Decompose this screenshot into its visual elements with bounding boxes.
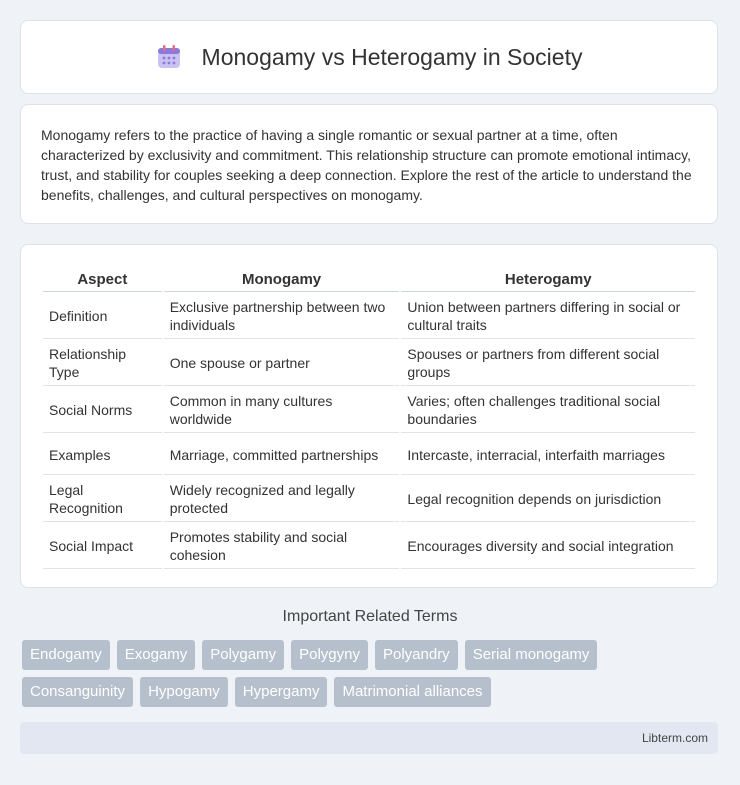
cell-monogamy: Common in many cultures worldwide — [164, 388, 400, 433]
cell-aspect: Examples — [43, 435, 162, 475]
related-terms-tags — [22, 640, 722, 714]
cell-aspect: Definition — [43, 294, 162, 339]
tag-hypogamy[interactable]: Hypogamy — [140, 677, 228, 707]
tag-hypergamy[interactable]: Hypergamy — [235, 677, 328, 707]
cell-heterogamy: Spouses or partners from different social groups — [401, 341, 695, 386]
table-row — [43, 477, 695, 522]
tag-matrimonial-alliances[interactable]: Matrimonial alliances — [334, 677, 490, 707]
cell-aspect: Social Impact — [43, 524, 162, 569]
cell-monogamy: Marriage, committed partnerships — [164, 435, 400, 475]
table-row — [43, 341, 695, 386]
cell-heterogamy: Union between partners differing in social or cultural traits — [401, 294, 695, 339]
cell-monogamy: Exclusive partnership between two individuals — [164, 294, 400, 339]
cell-heterogamy: Legal recognition depends on jurisdiction — [401, 477, 695, 522]
tag-endogamy[interactable]: Endogamy — [22, 640, 110, 670]
header-heterogamy: Heterogamy — [401, 267, 695, 292]
cell-monogamy: One spouse or partner — [164, 341, 400, 386]
tag-serial-monogamy[interactable]: Serial monogamy — [465, 640, 598, 670]
tag-consanguinity[interactable]: Consanguinity — [22, 677, 133, 707]
cell-aspect: Relationship Type — [43, 341, 162, 386]
comparison-table-card — [20, 244, 718, 588]
footer-site-link[interactable]: Libterm.com — [641, 731, 708, 745]
tag-exogamy[interactable]: Exogamy — [117, 640, 196, 670]
cell-heterogamy: Encourages diversity and social integration — [401, 524, 695, 569]
table-row — [43, 294, 695, 339]
footer — [20, 722, 718, 754]
cell-heterogamy: Varies; often challenges traditional social boundaries — [401, 388, 695, 433]
cell-aspect: Legal Recognition — [43, 477, 162, 522]
header-monogamy: Monogamy — [164, 267, 400, 292]
table-row — [43, 524, 695, 569]
cell-monogamy: Promotes stability and social cohesion — [164, 524, 400, 569]
header-card — [20, 20, 718, 94]
tag-polygamy[interactable]: Polygamy — [202, 640, 284, 670]
cell-aspect: Social Norms — [43, 388, 162, 433]
cell-heterogamy: Intercaste, interracial, interfaith marriages — [401, 435, 695, 475]
intro-paragraph: Monogamy refers to the practice of having a single romantic or sexual partner at a time, often characterized by exclusivity and commitment. This relationship structure can promote emotional intimacy, trust, and stability for couples seeking a deep connection. Explore the rest of the article to understand the benefits, challenges, and cultural perspectives on monogamy. — [41, 127, 692, 203]
intro-card — [20, 104, 718, 224]
comparison-table — [41, 265, 697, 571]
calendar-icon — [156, 44, 182, 70]
page-title: Monogamy vs Heterogamy in Society — [201, 43, 583, 70]
table-row — [43, 388, 695, 433]
tag-polyandry[interactable]: Polyandry — [375, 640, 458, 670]
cell-monogamy: Widely recognized and legally protected — [164, 477, 400, 522]
header-aspect: Aspect — [43, 267, 162, 292]
related-terms-title: Important Related Terms — [282, 608, 458, 625]
table-row — [43, 435, 695, 475]
tag-polygyny[interactable]: Polygyny — [291, 640, 368, 670]
table-header-row — [43, 267, 695, 292]
